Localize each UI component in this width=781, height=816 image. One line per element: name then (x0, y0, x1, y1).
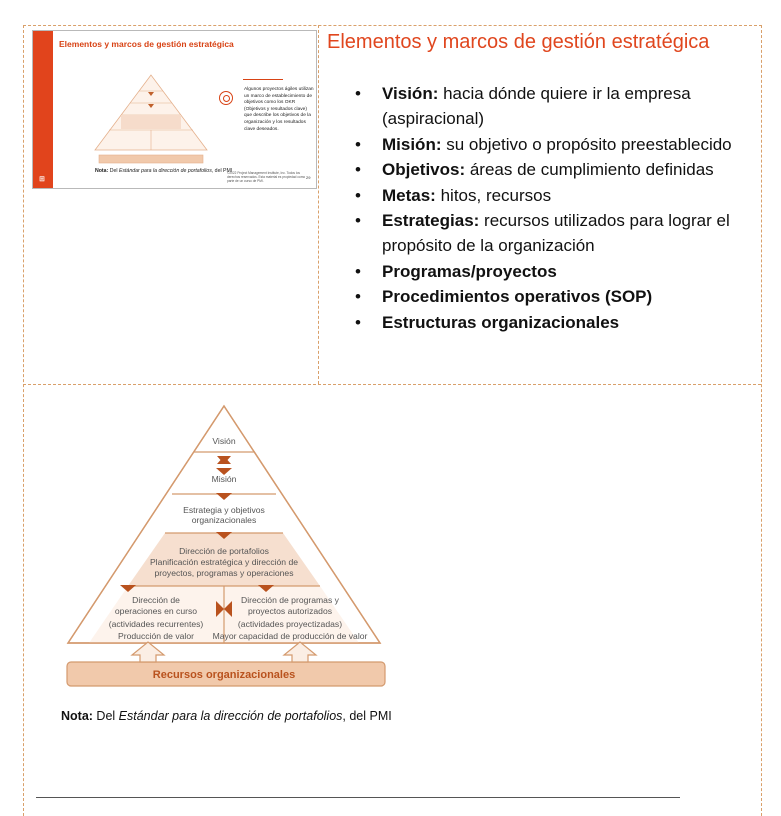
bullet-description: recursos utilizados para lograr el propósito de la organización (382, 211, 730, 256)
bullet-description: áreas de cumplimiento definidas (465, 160, 714, 180)
slide-title: Elementos y marcos de gestión estratégica (59, 39, 234, 49)
slide-page-number: 29 (306, 175, 311, 180)
bullet-dot: • (355, 84, 361, 103)
bullet-dot: • (355, 312, 361, 332)
bullet-dot: • (355, 261, 361, 281)
bullet-term: Estructuras organizacionales (382, 312, 620, 332)
bullet-term: Procedimientos operativos (SOP) (382, 287, 653, 307)
pyramid-label-right-2: proyectos autorizados (247, 606, 333, 616)
pyramid-label-strategy-2: organizacionales (191, 515, 257, 525)
pyramid-label-resources: Recursos organizacionales (152, 669, 296, 681)
bullet-dot: • (355, 185, 361, 205)
section-divider-horizontal (23, 384, 761, 385)
section-divider-vertical (318, 25, 319, 384)
slide-thumbnail[interactable] (32, 30, 317, 189)
pyramid-label-strategy-1: Estrategia y objetivos (183, 505, 265, 515)
bullet-description: su objetivo o propósito preestablecido (441, 134, 732, 154)
bullet-item (355, 183, 745, 208)
pyramid-label-left-3: (actividades recurrentes) (108, 619, 204, 629)
pyramid-label-vision: Visión (212, 436, 236, 446)
bullet-dot: • (355, 211, 361, 231)
bullet-term: Misión: (382, 134, 442, 154)
pyramid-label-portfolio-1: Dirección de portafolios (179, 546, 269, 556)
bullet-item (355, 310, 745, 335)
bullet-term: Objetivos: (382, 160, 466, 180)
slide-footer: ©2022 Project Management Institute, Inc. Todos los derechos reservados. Esta material es propiedad como parte de un curso de PMI. (227, 171, 306, 183)
pyramid-label-right-1: Dirección de programas y (241, 595, 339, 605)
slide-accent-bar (33, 31, 53, 188)
pyramid-label-right-3: (actividades proyectizadas) (237, 619, 343, 629)
elements-bullet-list (355, 81, 745, 335)
bullet-item (355, 259, 745, 284)
arrow-up-icon (132, 642, 164, 662)
pyramid-label-left-1: Dirección de (132, 595, 180, 605)
gear-icon (219, 91, 233, 105)
bullet-term: Metas: (382, 185, 436, 205)
bullet-term: Visión: (382, 84, 439, 103)
bullet-item (355, 81, 745, 132)
pyramid-label-left-4: Producción de valor (118, 631, 194, 641)
pmi-logo-icon: ⊞ (39, 176, 45, 183)
bullet-dot: • (355, 134, 361, 154)
bullet-term: Programas/proyectos (382, 261, 557, 281)
bullet-description: hacia dónde quiere ir la empresa (aspiracional) (382, 84, 691, 129)
pyramid-label-portfolio-2: Planificación estratégica y dirección de (149, 557, 299, 567)
slide-side-rule (243, 79, 283, 80)
footnote-rule (36, 797, 680, 798)
bullet-item (355, 208, 745, 259)
figure-note: Nota: Del Estándar para la dirección de portafolios, del PMI (61, 709, 392, 723)
pyramid-label-portfolio-3: proyectos, programas y operaciones (154, 568, 294, 578)
slide-note: Nota: Del Estándar para la dirección de portafolios, del PMI (95, 168, 233, 174)
arrow-up-icon (284, 642, 316, 662)
bullet-term: Estrategias: (382, 211, 480, 231)
bullet-item (355, 284, 745, 309)
pyramid-label-right-4: Mayor capacidad de producción de valor (212, 631, 368, 641)
slide-side-text: Algunos proyectos ágiles utilizan un marco de establecimiento de objetivos como los OKR (Objetivos y resultados clave) que describe los objetivos de la organización y los resultados clave deseados. (244, 87, 314, 132)
bullet-item (355, 157, 745, 182)
bullet-dot: • (355, 287, 361, 307)
slide-pyramid-diagram (87, 73, 215, 165)
pyramid-label-mission: Misión (211, 474, 237, 484)
pyramid-label-left-2: operaciones en curso (114, 606, 198, 616)
panel-title: Elementos y marcos de gestión estratégica (327, 31, 710, 53)
bullet-dot: • (355, 160, 361, 180)
strategic-pyramid-diagram (62, 404, 390, 690)
bullet-item (355, 132, 745, 157)
bullet-description: hitos, recursos (435, 185, 552, 205)
